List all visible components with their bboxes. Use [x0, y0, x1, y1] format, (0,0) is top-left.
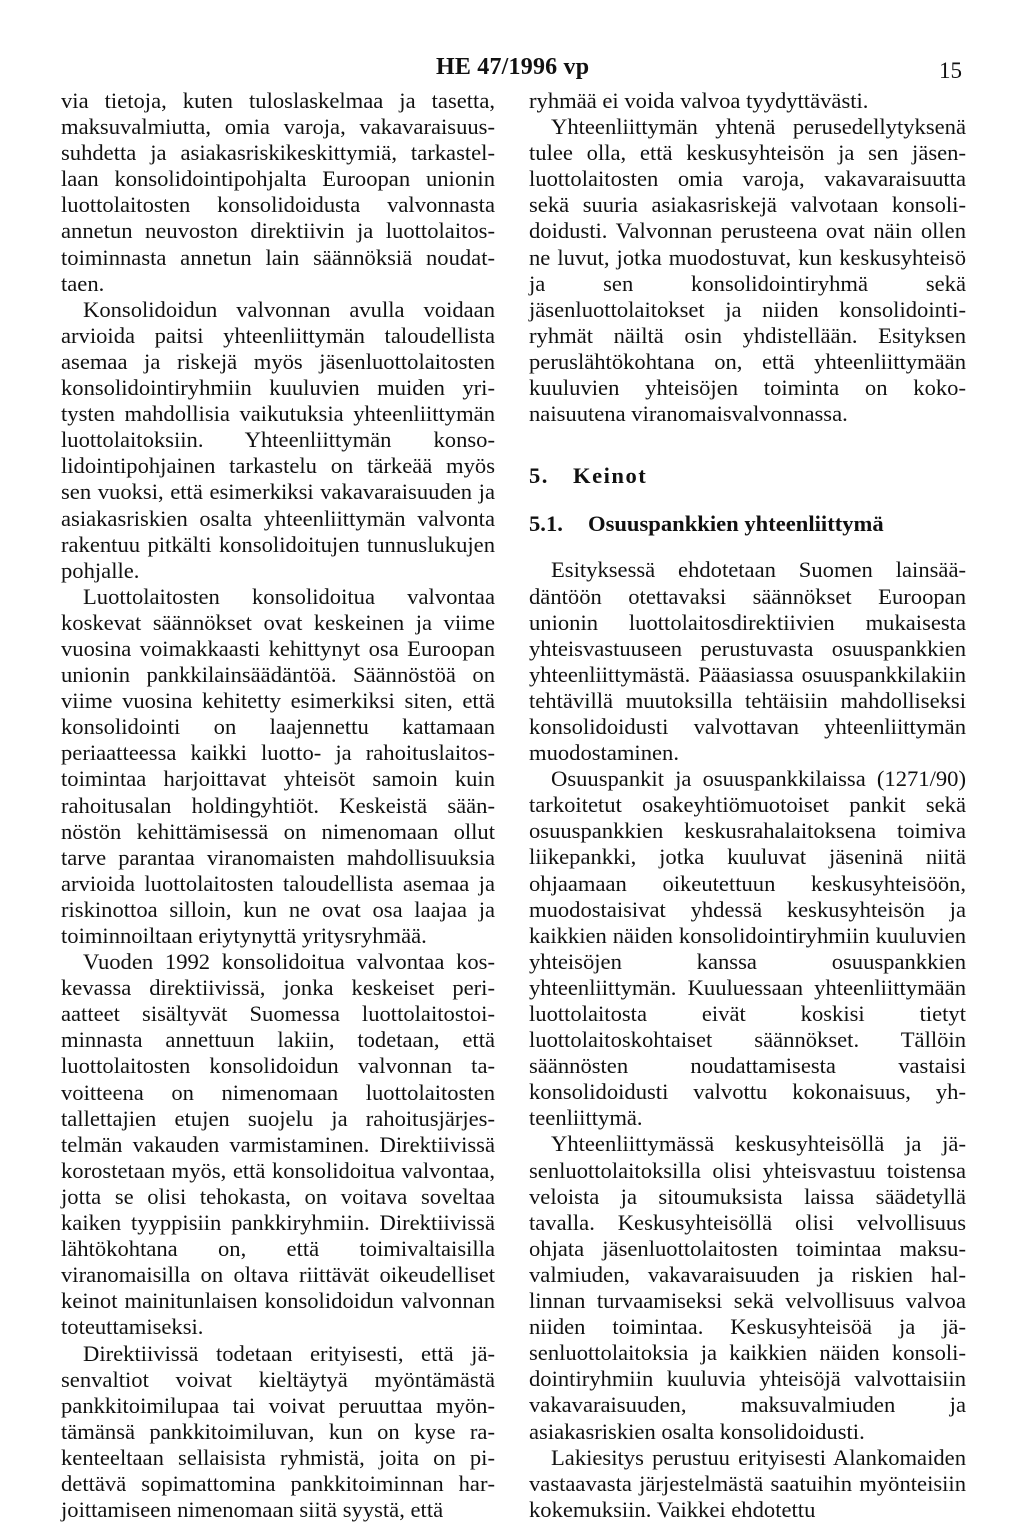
subsection-title: Osuuspankkien yhteenliittymä — [588, 511, 884, 537]
section-number: 5. — [529, 463, 573, 489]
right-column — [529, 88, 966, 1523]
paragraph: Lakiesitys perustuu erityisesti Alankomaiden vastaavasta järjestelmästä saatuihin myönteisiin kokemuksiin. Vaikkei ehdotettu — [529, 1445, 966, 1523]
paragraph: ryhmää ei voida valvoa tyydyttävästi. — [529, 88, 966, 114]
section-title: Keinot — [573, 463, 647, 489]
paragraph: via tietoja, kuten tuloslaskelmaa ja tasetta, maksuvalmiutta, omia varoja, vakavaraisuussuhdetta ja asiakasriskikeskittymiä, tarkastellaan konsolidointipohjalta Euroopan unionin luottolaitosten konsolidoidusta valvonnasta annetun neuvoston direktiivin ja luottolaitostoiminnasta annetun lain säännöksiä noudattaen. — [61, 88, 495, 297]
page-header — [0, 54, 1024, 88]
paragraph: Konsolidoidun valvonnan avulla voidaan arvioida paitsi yhteenliittymän taloudellista asemaa ja riskejä myös jäsenluottolaitosten konsolidointiryhmiin kuuluvien muiden yritysten mahdollisia vaikutuksia yhteenliittymän luottolaitoksiin. Yhteenliittymän konsolidointipohjainen tarkastelu on tärkeää myös sen vuoksi, että esimerkiksi vakavaraisuuden ja asiakasriskien osalta yhteenliittymän valvonta rakentuu pitkälti konsolidoitujen tunnuslukujen pohjalle. — [61, 297, 495, 584]
paragraph: Direktiivissä todetaan erityisesti, että jäsenvaltiot voivat kieltäytyä myöntämästä pankkitoimilupaa tai voivat peruuttaa myöntämänsä pankkitoimiluvan, kun on kyse rakenteeltaan sellaisista ryhmistä, joita on pidettävä sopimattomina pankkitoiminnan harjoittamiseen nimenomaan siitä syystä, että — [61, 1341, 495, 1523]
paragraph: Luottolaitosten konsolidoitua valvontaa koskevat säännökset ovat keskeinen ja viime vuosina voimakkaasti kehittynyt osa Euroopan unionin pankkilainsäädäntöä. Säännöstöä on viime vuosina kehitetty esimerkiksi siten, että konsolidointi on laajennettu kattamaan periaatteessa kaikki luotto- ja rahoituslaitostoimintaa harjoittavat yhteisöt samoin kuin rahoitusalan holdingyhtiöt. Keskeistä säännöstön kehittämisessä on nimenomaan ollut tarve parantaa viranomaisten mahdollisuuksia arvioida luottolaitosten taloudellista asemaa ja riskinottoa silloin, kun ne ovat osa laajaa ja toiminnoiltaan eriytynyttä yritysryhmää. — [61, 584, 495, 949]
document-identifier: HE 47/1996 vp — [436, 54, 589, 81]
page-number: 15 — [939, 58, 962, 84]
paragraph: Vuoden 1992 konsolidoitua valvontaa koskevassa direktiivissä, jonka keskeiset periaatteet sisältyvät Suomessa luottolaitostoiminnasta annettuun lakiin, todetaan, että luottolaitosten konsolidoidun valvonnan tavoitteena on nimenomaan luottolaitosten tallettajien etujen suojelu ja rahoitusjärjestelmän vakauden varmistaminen. Direktiivissä korostetaan myös, että konsolidoitua valvontaa, jotta se olisi tehokasta, on voitava soveltaa kaiken tyyppisiin pankkiryhmiin. Direktiivissä lähtökohtana on, että toimivaltaisilla viranomaisilla on oltava riittävät oikeudelliset keinot mainitunlaisen konsolidoidun valvonnan toteuttamiseksi. — [61, 949, 495, 1340]
paragraph: Yhteenliittymän yhtenä perusedellytyksenä tulee olla, että keskusyhteisön ja sen jäsenluottolaitosten omia varoja, vakavaraisuutta sekä suuria asiakasriskejä valvotaan konsolidoidusti. Valvonnan perusteena ovat näin ollen ne luvut, jotka muodostuvat, kun keskusyhteisö ja sen konsolidointiryhmä sekä jäsenluottolaitokset ja niiden konsolidointiryhmät näiltä osin yhdistellään. Esityksen peruslähtökohtana on, että yhteenliittymään kuuluvien yhteisöjen toiminta on kokonaisuutena viranomaisvalvonnassa. — [529, 114, 966, 427]
paragraph: Esityksessä ehdotetaan Suomen lainsäädäntöön otettavaksi säännökset Euroopan unionin luottolaitosdirektiivien mukaisesta yhteisvastuuseen perustuvasta osuuspankkien yhteenliittymästä. Pääasiassa osuuspankkilakiin tehtävillä muutoksilla tehtäisiin mahdolliseksi konsolidoidusti valvottavan yhteenliittymän muodostaminen. — [529, 557, 966, 766]
section-heading — [529, 463, 966, 489]
subsection-number: 5.1. — [529, 511, 588, 537]
subsection-heading — [529, 511, 966, 537]
paragraph: Yhteenliittymässä keskusyhteisöllä ja jäsenluottolaitoksilla olisi yhteisvastuu toistensa veloista ja sitoumuksista laissa säädetyllä tavalla. Keskusyhteisöllä olisi velvollisuus ohjata jäsenluottolaitosten toimintaa maksuvalmiuden, vakavaraisuuden ja riskien hallinnan turvaamiseksi sekä velvollisuus valvoa niiden toimintaa. Keskusyhteisöä ja jäsenluottolaitoksia ja kaikkien näiden konsolidointiryhmiin kuuluvia yhteisöjä valvottaisiin vakavaraisuuden, maksuvalmiuden ja asiakasriskien osalta konsolidoidusti. — [529, 1131, 966, 1444]
paragraph: Osuuspankit ja osuuspankkilaissa (1271/90) tarkoitetut osakeyhtiömuotoiset pankit sekä osuuspankkien keskusrahalaitoksena toimiva liikepankki, jotka kuuluvat jäseninä niitä ohjaamaan oikeutettuun keskusyhteisöön, muodostaisivat yhdessä keskusyhteisön ja kaikkien näiden konsolidointiryhmiin kuuluvien yhteisöjen kanssa osuuspankkien yhteenliittymän. Kuuluessaan yhteenliittymään luottolaitosta eivät koskisi tietyt luottolaitoskohtaiset säännökset. Tällöin säännösten noudattamisesta vastaisi konsolidoidusti valvottu kokonaisuus, yhteenliittymä. — [529, 766, 966, 1131]
left-column — [61, 88, 495, 1523]
